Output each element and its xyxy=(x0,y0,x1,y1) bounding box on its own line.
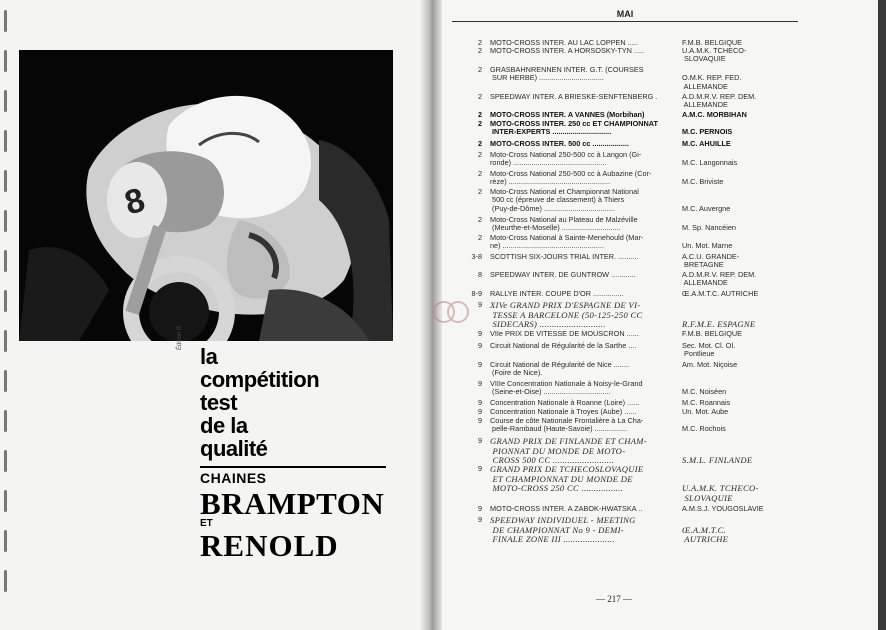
event-title: MOTO-CROSS INTER. A ZABOK-HWATSKA .. xyxy=(490,504,643,513)
left-page xyxy=(0,0,430,630)
event-date: 9 xyxy=(477,416,482,425)
event-title: Moto-Cross National au Plateau de Malzéville (Meurthe-et-Moselle) ............................. xyxy=(490,215,638,233)
event-organizer: M.C. Auvergne xyxy=(682,203,731,213)
event-title: MOTO-CROSS INTER. AU LAC LOPPEN ..... xyxy=(490,38,638,47)
event-organizer: A.M.S.J. YOUGOSLAVIE xyxy=(682,504,764,513)
event-date: 2 xyxy=(477,110,482,119)
event-title: Circuit National de Régularité de la Sarthe .... xyxy=(490,341,637,350)
event-organizer: F.M.B. BELGIQUE xyxy=(682,329,743,338)
event-title: GRAND PRIX DE FINLANDE ET CHAM- PIONNAT DU MONDE DE MOTO- CROSS 500 CC ......................... xyxy=(490,436,647,466)
ad-divider xyxy=(200,466,386,468)
event-date: 9 xyxy=(477,515,482,524)
tagline-line: compétition xyxy=(200,367,320,392)
tagline-line: test xyxy=(200,390,238,415)
event-date: 2 xyxy=(477,92,482,101)
event-title: VIIIe Concentration Nationale à Noisy-le-Grand (Seine-et-Oise) ................................. xyxy=(490,379,643,397)
event-date: 2 xyxy=(477,169,482,178)
event-organizer: A.D.M.R.V. REP. DEM. ALLEMANDE xyxy=(682,270,757,288)
event-title: SPEEDWAY INDIVIDUEL - MEETING DE CHAMPIONNAT No 9 - DEMI- FINALE ZONE III ..................... xyxy=(490,515,636,545)
event-organizer: U.A.M.K. TCHECO- SLOVAQUIE xyxy=(682,46,747,64)
event-date: 2 xyxy=(477,150,482,159)
event-organizer: M.C. Langonnais xyxy=(682,158,738,168)
event-date: 9 xyxy=(477,464,482,473)
event-title: GRAND PRIX DE TCHECOSLOVAQUIE ET CHAMPIONNAT DU MONDE DE MOTO-CROSS 250 CC ................. xyxy=(490,464,644,494)
brand-prefix: CHAINES xyxy=(200,470,267,486)
event-organizer: M.C. Rochois xyxy=(682,424,726,434)
event-title: Moto-Cross National 250-500 cc à Aubazine (Cor- rèze) .................................................. xyxy=(490,169,652,187)
event-organizer: Un. Mot. Aube xyxy=(682,407,729,416)
tagline-line: de la xyxy=(200,413,248,438)
event-title: Circuit National de Régularité de Nice ........ (Foire de Nice). xyxy=(490,360,630,378)
event-date: 9 xyxy=(477,300,482,309)
event-date: 2 xyxy=(477,119,482,128)
event-date: 2 xyxy=(477,139,482,148)
event-date: 2 xyxy=(477,187,482,196)
event-date: 9 xyxy=(477,341,482,350)
event-date: 9 xyxy=(477,436,482,445)
brand-brampton: BRAMPTON xyxy=(200,486,385,521)
event-organizer: M.C. AHUILLE xyxy=(682,139,731,148)
event-title: Moto-Cross National 250-500 cc à Langon (Gi- ronde) .............................................. xyxy=(490,150,642,168)
event-organizer: Œ.A.M.T.C. AUTRICHE xyxy=(682,289,759,298)
event-organizer: Un. Mot. Marne xyxy=(682,241,733,251)
event-date: 9 xyxy=(477,398,482,407)
event-title: MOTO-CROSS INTER. 500 cc .................. xyxy=(490,139,629,148)
motorcycle-racer-photo xyxy=(19,50,393,341)
event-date: 2 xyxy=(477,46,482,55)
brand-joiner: ET xyxy=(200,518,213,529)
event-title: Concentration Nationale à Roanne (Loire) ...... xyxy=(490,398,640,407)
brand-renold: RENOLD xyxy=(200,528,339,563)
page-edge xyxy=(878,0,886,630)
event-date: 9 xyxy=(477,329,482,338)
event-organizer: S.M.L. FINLANDE xyxy=(682,455,753,466)
faded-stamp-icon xyxy=(432,297,470,327)
event-date: 9 xyxy=(477,360,482,369)
header-rule xyxy=(452,21,798,22)
page-number: — 217 — xyxy=(596,594,632,604)
event-organizer: Œ.A.M.T.C. AUTRICHE xyxy=(682,524,729,545)
event-organizer: R.F.M.E. ESPAGNE xyxy=(682,319,756,330)
event-date: 2 xyxy=(477,215,482,224)
event-organizer: A.M.C. MORBIHAN xyxy=(682,110,747,119)
event-title: MOTO-CROSS INTER. A VANNES (Morbihan) xyxy=(490,110,645,119)
event-title: SCOTTISH SIX-JOURS TRIAL INTER. .......... xyxy=(490,252,639,261)
side-credit: Édition B xyxy=(177,325,183,350)
event-title: VIIe PRIX DE VITESSE DE MOUSCRON ...... xyxy=(490,329,639,338)
event-title: GRASBAHNRENNEN INTER. G.T. (COURSES SUR HERBE) ................................ xyxy=(490,65,644,83)
event-title: MOTO-CROSS INTER. A HORSOSKY-TYN ..... xyxy=(490,46,645,55)
event-title: MOTO-CROSS INTER. 250 cc ET CHAMPIONNAT INTER-EXPERTS ............................. xyxy=(490,119,658,137)
event-title: Moto-Cross National à Sainte-Menehould (Mar- ne) .................................................. xyxy=(490,233,644,251)
event-title: XIVe GRAND PRIX D'ESPAGNE DE VI- TESSE A BARCELONE (50-125-250 CC SIDECARS) ........................... xyxy=(490,300,643,330)
tagline-line: qualité xyxy=(200,436,268,461)
event-organizer: M.C. Briviste xyxy=(682,177,724,187)
event-date: 9 xyxy=(477,379,482,388)
event-title: Course de côte Nationale Frontalière à La Cha- pelle-Rambaud (Haute-Savoie) ................ xyxy=(490,416,644,434)
event-organizer: A.C.U. GRANDE- BRETAGNE xyxy=(682,252,740,270)
event-organizer: M. Sp. Nancéien xyxy=(682,223,736,233)
event-date: 2 xyxy=(477,65,482,74)
binding-holes xyxy=(4,10,12,610)
event-title: SPEEDWAY INTER. DE GUNTROW ............ xyxy=(490,270,636,279)
month-header: MAI xyxy=(616,9,634,19)
ad-tagline xyxy=(200,345,319,460)
event-organizer: O.M.K. REP. FED. ALLEMANDE xyxy=(682,73,742,91)
event-date: 2 xyxy=(477,38,482,47)
event-date: 9 xyxy=(477,504,482,513)
event-organizer: A.D.M.R.V. REP. DEM. ALLEMANDE xyxy=(682,92,757,110)
event-date: 9 xyxy=(477,407,482,416)
tagline-line: la xyxy=(200,344,218,369)
event-title: Concentration Nationale à Troyes (Aube) ...... xyxy=(490,407,637,416)
event-organizer: M.C. Roannais xyxy=(682,398,731,407)
event-organizer: M.C. Noiséen xyxy=(682,387,727,397)
svg-text:8: 8 xyxy=(120,180,149,223)
event-date: 2 xyxy=(477,233,482,242)
event-title: Moto-Cross National et Championnat National 500 cc (épreuve de classement) à Thiers (Puy-de-Dôme) ................................... xyxy=(490,187,639,213)
event-title: SPEEDWAY INTER. A BRIESKE-SENFTENBERG . xyxy=(490,92,658,101)
event-organizer: Am. Mot. Niçoise xyxy=(682,360,738,369)
event-title: RALLYE INTER. COUPE D'OR ............... xyxy=(490,289,624,298)
event-organizer: F.M.B. BELGIQUE xyxy=(682,38,743,47)
event-organizer: Sec. Mot. Cl. Ol. Pontlieue xyxy=(682,341,736,359)
event-date: 8-9 xyxy=(471,289,482,298)
event-organizer: M.C. PERNOIS xyxy=(682,127,733,137)
event-organizer: U.A.M.K. TCHECO- SLOVAQUIE xyxy=(682,483,759,503)
event-date: 8 xyxy=(477,270,482,279)
event-date: 3-8 xyxy=(471,252,482,261)
